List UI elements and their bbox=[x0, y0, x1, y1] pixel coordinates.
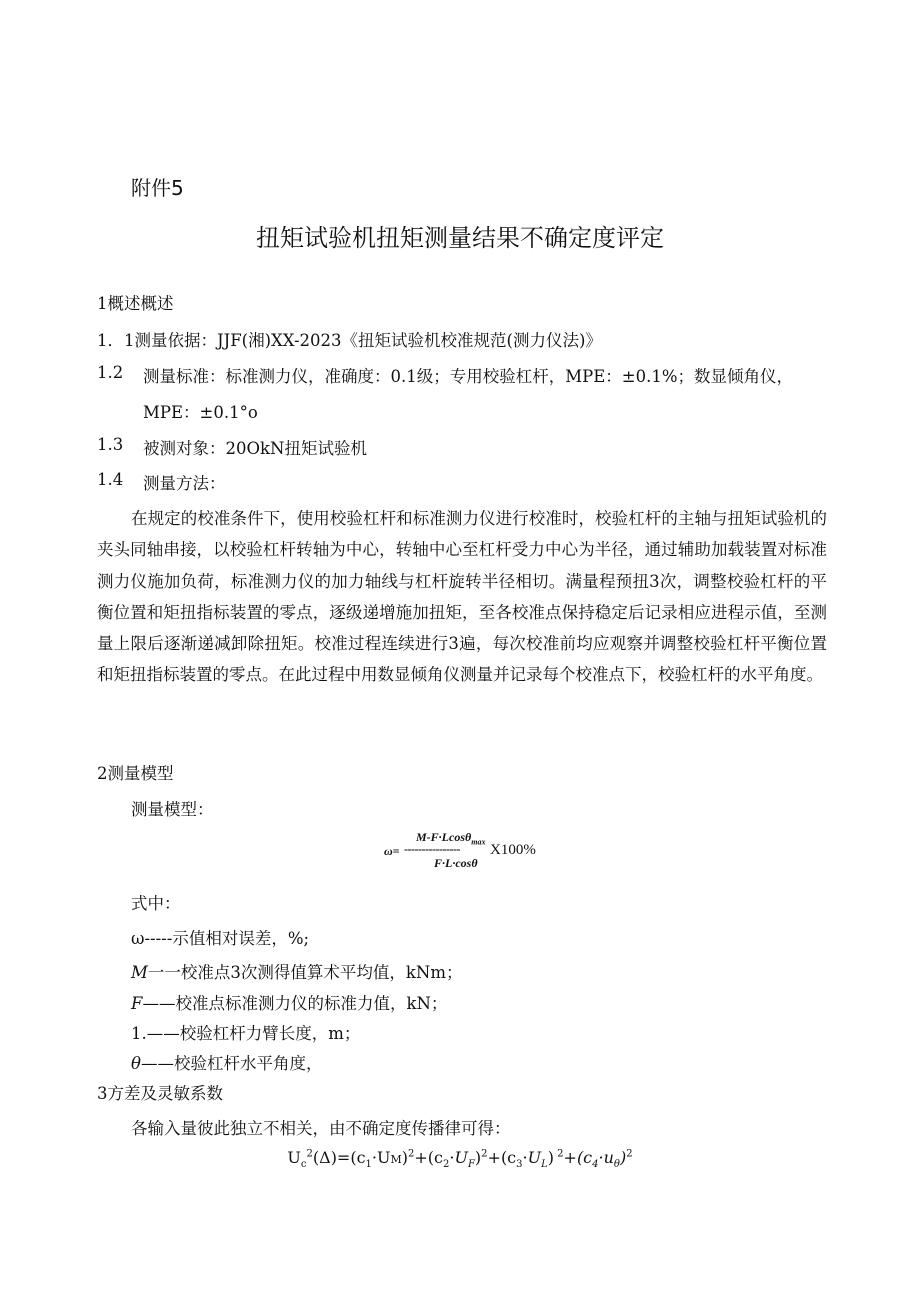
item-1-2-continuation: MPE：±0.1°o bbox=[143, 403, 258, 422]
item-1-3-text: 被测对象：20OkN扭矩试验机 bbox=[143, 439, 367, 458]
section-3-heading: 3方差及灵敏系数 bbox=[97, 1084, 223, 1103]
propagation-intro: 各输入量彼此独立不相关，由不确定度传播律可得： bbox=[131, 1119, 511, 1138]
annex-label: 附件5 bbox=[131, 176, 184, 200]
section-2-heading: 2测量模型 bbox=[97, 764, 174, 783]
formula-numerator: M-F·Lcosθ$_{max}$ bbox=[416, 830, 486, 847]
item-1-1: 1．1测量依据：JJF(湘)XX-2023《扭矩试验机校准规范(测力仪法)》 bbox=[97, 331, 602, 350]
where-label: 式中： bbox=[131, 894, 181, 913]
section-1-heading: 1概述概述 bbox=[97, 294, 174, 313]
formula-denominator: F·L·cosθ bbox=[434, 856, 478, 870]
item-1-3-number: 1.3 bbox=[97, 435, 124, 454]
measurement-model-formula bbox=[384, 830, 544, 874]
item-1-4-text: 测量方法： bbox=[143, 474, 226, 493]
definition-m: M一一校准点3次测得值算术平均值，kNm； bbox=[131, 963, 463, 982]
item-1-2-number: 1.2 bbox=[97, 363, 124, 382]
uncertainty-propagation-formula: $U_c^2(\Delta)=(c_1\cdot UM)^2+(c_2\cdot U_F)^2+(c_3\cdot U_L)$ $^2+(c_4\cdot u_\theta)^2$ bbox=[287, 1148, 633, 1171]
formula-fraction-bar: ---------------- bbox=[404, 842, 460, 856]
formula-lhs: ω= bbox=[384, 844, 400, 858]
model-label: 测量模型： bbox=[131, 800, 214, 819]
definition-f: F——校准点标准测力仪的标准力值，kN； bbox=[131, 994, 448, 1013]
formula-times-100-percent: X100% bbox=[490, 842, 536, 858]
definition-theta: θ——校验杠杆水平角度， bbox=[131, 1054, 323, 1073]
definition-l: 1.——校验杠杆力臂长度，m； bbox=[131, 1024, 361, 1043]
item-1-2-text: 测量标准：标准测力仪，准确度：0.1级；专用校验杠杆，MPE：±0.1%；数显倾角仪， bbox=[143, 367, 794, 386]
method-paragraph: 在规定的校准条件下，使用校验杠杆和标准测力仪进行校准时，校验杠杆的主轴与扭矩试验机的夹头同轴串接，以校验杠杆转轴为中心，转轴中心至杠杆受力中心为半径，通过辅助加载装置对标准测力仪施加负荷，标准测力仪的加力轴线与杠杆旋转半径相切。满量程预扭3次，调整校验杠杆的平衡位置和矩扭指标装置的零点，逐级递增施加扭矩，至各校准点保持稳定后记录相应进程示值，至测量上限后逐渐递减卸除扭矩。校准过程连续进行3遍，每次校准前均应观察并调整校验杠杆平衡位置和矩扭指标装置的零点。在此过程中用数显倾角仪测量并记录每个校准点下，校验杠杆的水平角度。 bbox=[97, 509, 827, 685]
document-title: 扭矩试验机扭矩测量结果不确定度评定 bbox=[256, 224, 664, 252]
item-1-4-number: 1.4 bbox=[97, 470, 124, 489]
definition-omega: ω-----示值相对误差，%; bbox=[131, 929, 310, 948]
